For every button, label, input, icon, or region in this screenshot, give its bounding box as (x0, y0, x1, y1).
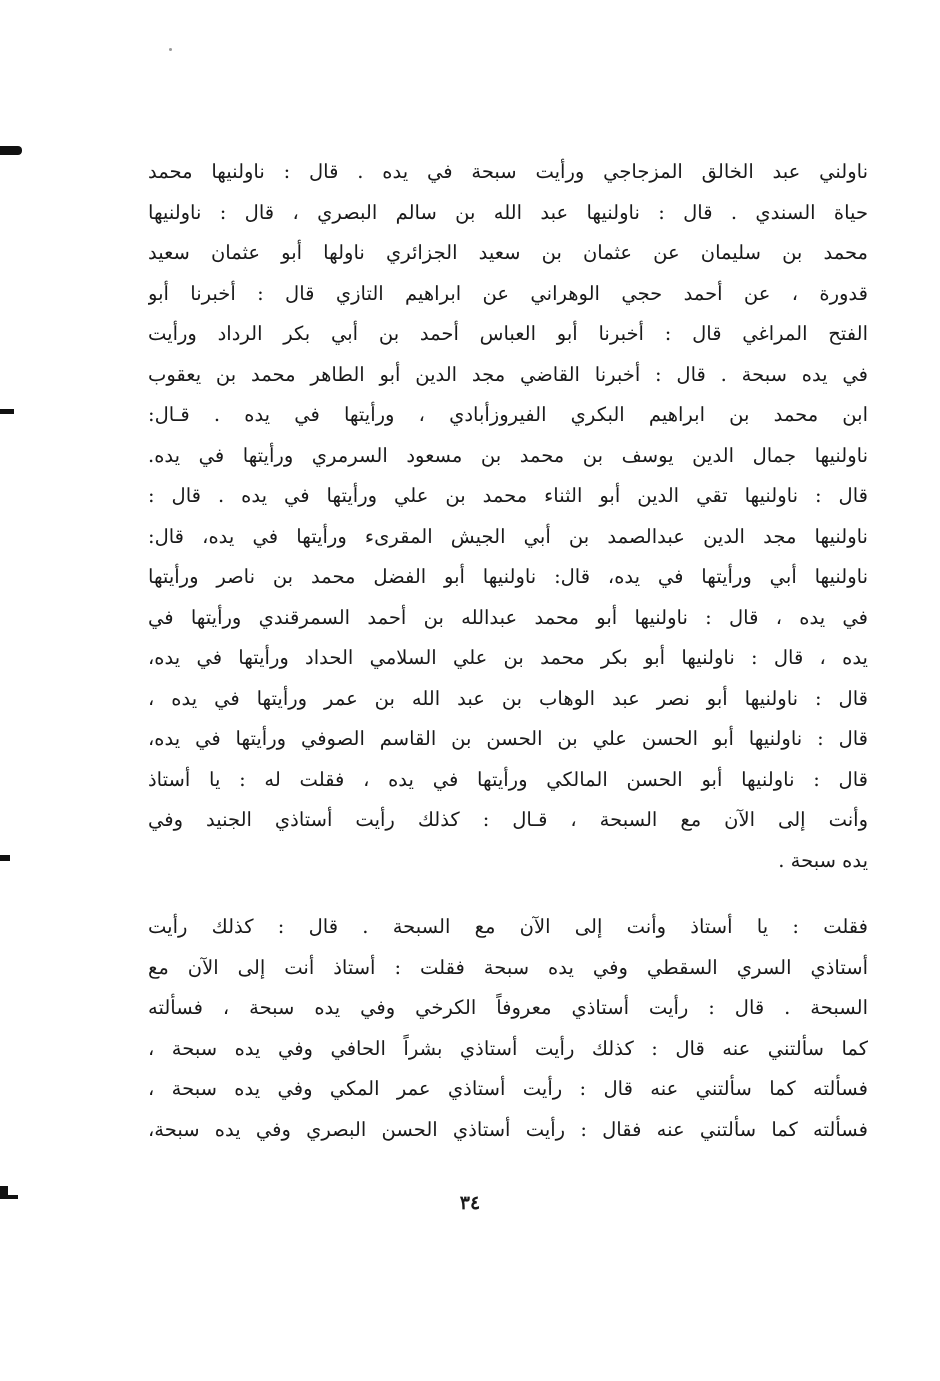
paragraph-2 (148, 907, 868, 1150)
text-line: قال : ناولنيها أبو الحسن المالكي ورأيتها في يده ، فقلت له : يا أستاذ (148, 767, 868, 791)
text-line: يده سبحة . (778, 848, 868, 872)
text-line: ناولني عبد الخالق المزجاجي ورأيت سبحة في يده . قال : ناولنيها محمد (148, 160, 868, 183)
text-line: يده ، قال : ناولنيها أبو بكر محمد بن علي السلامي الحداد ورأيتها في يده، (148, 646, 868, 669)
text-line: ناولنيها جمال الدين يوسف بن محمد بن مسعود السرمري ورأيتها في يده. (148, 443, 868, 467)
text-line: وأنت إلى الآن مع السبحة ، قـال : كذلك رأيت أستاذي الجنيد وفي (148, 808, 868, 831)
scan-speck (169, 48, 172, 51)
page-number: ٣٤ (459, 1192, 481, 1214)
paragraph-1 (148, 152, 868, 881)
text-line: الفتح المراغي قال : أخبرنا أبو العباس أحمد بن أبي بكر الرداد ورأيت (148, 322, 868, 345)
text-line: أستاذي السري السقطي وفي يده سبحة فقلت : أستاذ أنت إلى الآن مع (148, 955, 868, 979)
text-line: السبحة . قال : رأيت أستاذي معروفاً الكرخي وفي يده سبحة ، فسألته (148, 996, 868, 1019)
text-line: في يده ، قال : ناولنيها أبو محمد عبدالله بن أحمد السمرقندي ورأيتها في (148, 605, 868, 629)
text-line: كما سألتني عنه قال : كذلك رأيت أستاذي بشراً الحافي وفي يده سبحة ، (148, 1036, 868, 1060)
text-line: ناولنيها مجد الدين عبدالصمد بن أبي الجيش المقرىء ورأيتها في يده، قال: (148, 524, 868, 548)
text-line: قدورة ، عن أحمد حجي الوهراني عن ابراهيم التازي قال : أخبرنا أبو (148, 281, 868, 305)
text-line: فسألته كما سألتني عنه فقال : رأيت أستاذي الحسن البصري وفي يده سبحة، (148, 1117, 868, 1141)
text-line: في يده سبحة . قال : أخبرنا القاضي مجد الدين أبو الطاهر محمد بن يعقوب (148, 362, 868, 386)
text-line: فقلت : يا أستاذ وأنت إلى الآن مع السبحة . قال : كذلك رأيت (148, 915, 868, 938)
scan-edge-mark (0, 146, 22, 155)
text-line: فسألته كما سألتني عنه قال : رأيت أستاذي عمر المكي وفي يده سبحة ، (148, 1077, 868, 1100)
text-line: قال : ناولنيها أبو نصر عبد الوهاب بن عبد الله بن عمر ورأيتها في يده ، (148, 686, 868, 710)
text-line: محمد بن سليمان عن عثمان بن سعيد الجزائري ناولها أبو عثمان سعيد (148, 241, 868, 264)
scan-edge-mark (0, 409, 14, 414)
text-line: ابن محمد بن ابراهيم البكري الفيروزأبادي ، ورأيتها في يده . قـال: (148, 403, 868, 426)
text-line: قال : ناولنيها أبو الحسن علي بن الحسن بن القاسم الصوفي ورأيتها في يده، (148, 727, 868, 750)
text-line: ناولنيها أبي ورأيتها في يده، قال: ناولنيها أبو الفضل محمد بن ناصر ورأيتها (148, 565, 868, 588)
scan-edge-mark (0, 855, 10, 861)
scan-edge-mark (0, 1195, 18, 1199)
text-line: قال : ناولنيها تقي الدين أبو الثناء محمد بن علي ورأيتها في يده . قال : (148, 484, 868, 507)
text-line: حياة السندي . قال : ناولنيها عبد الله بن سالم البصري ، قال : ناولنيها (148, 200, 868, 224)
